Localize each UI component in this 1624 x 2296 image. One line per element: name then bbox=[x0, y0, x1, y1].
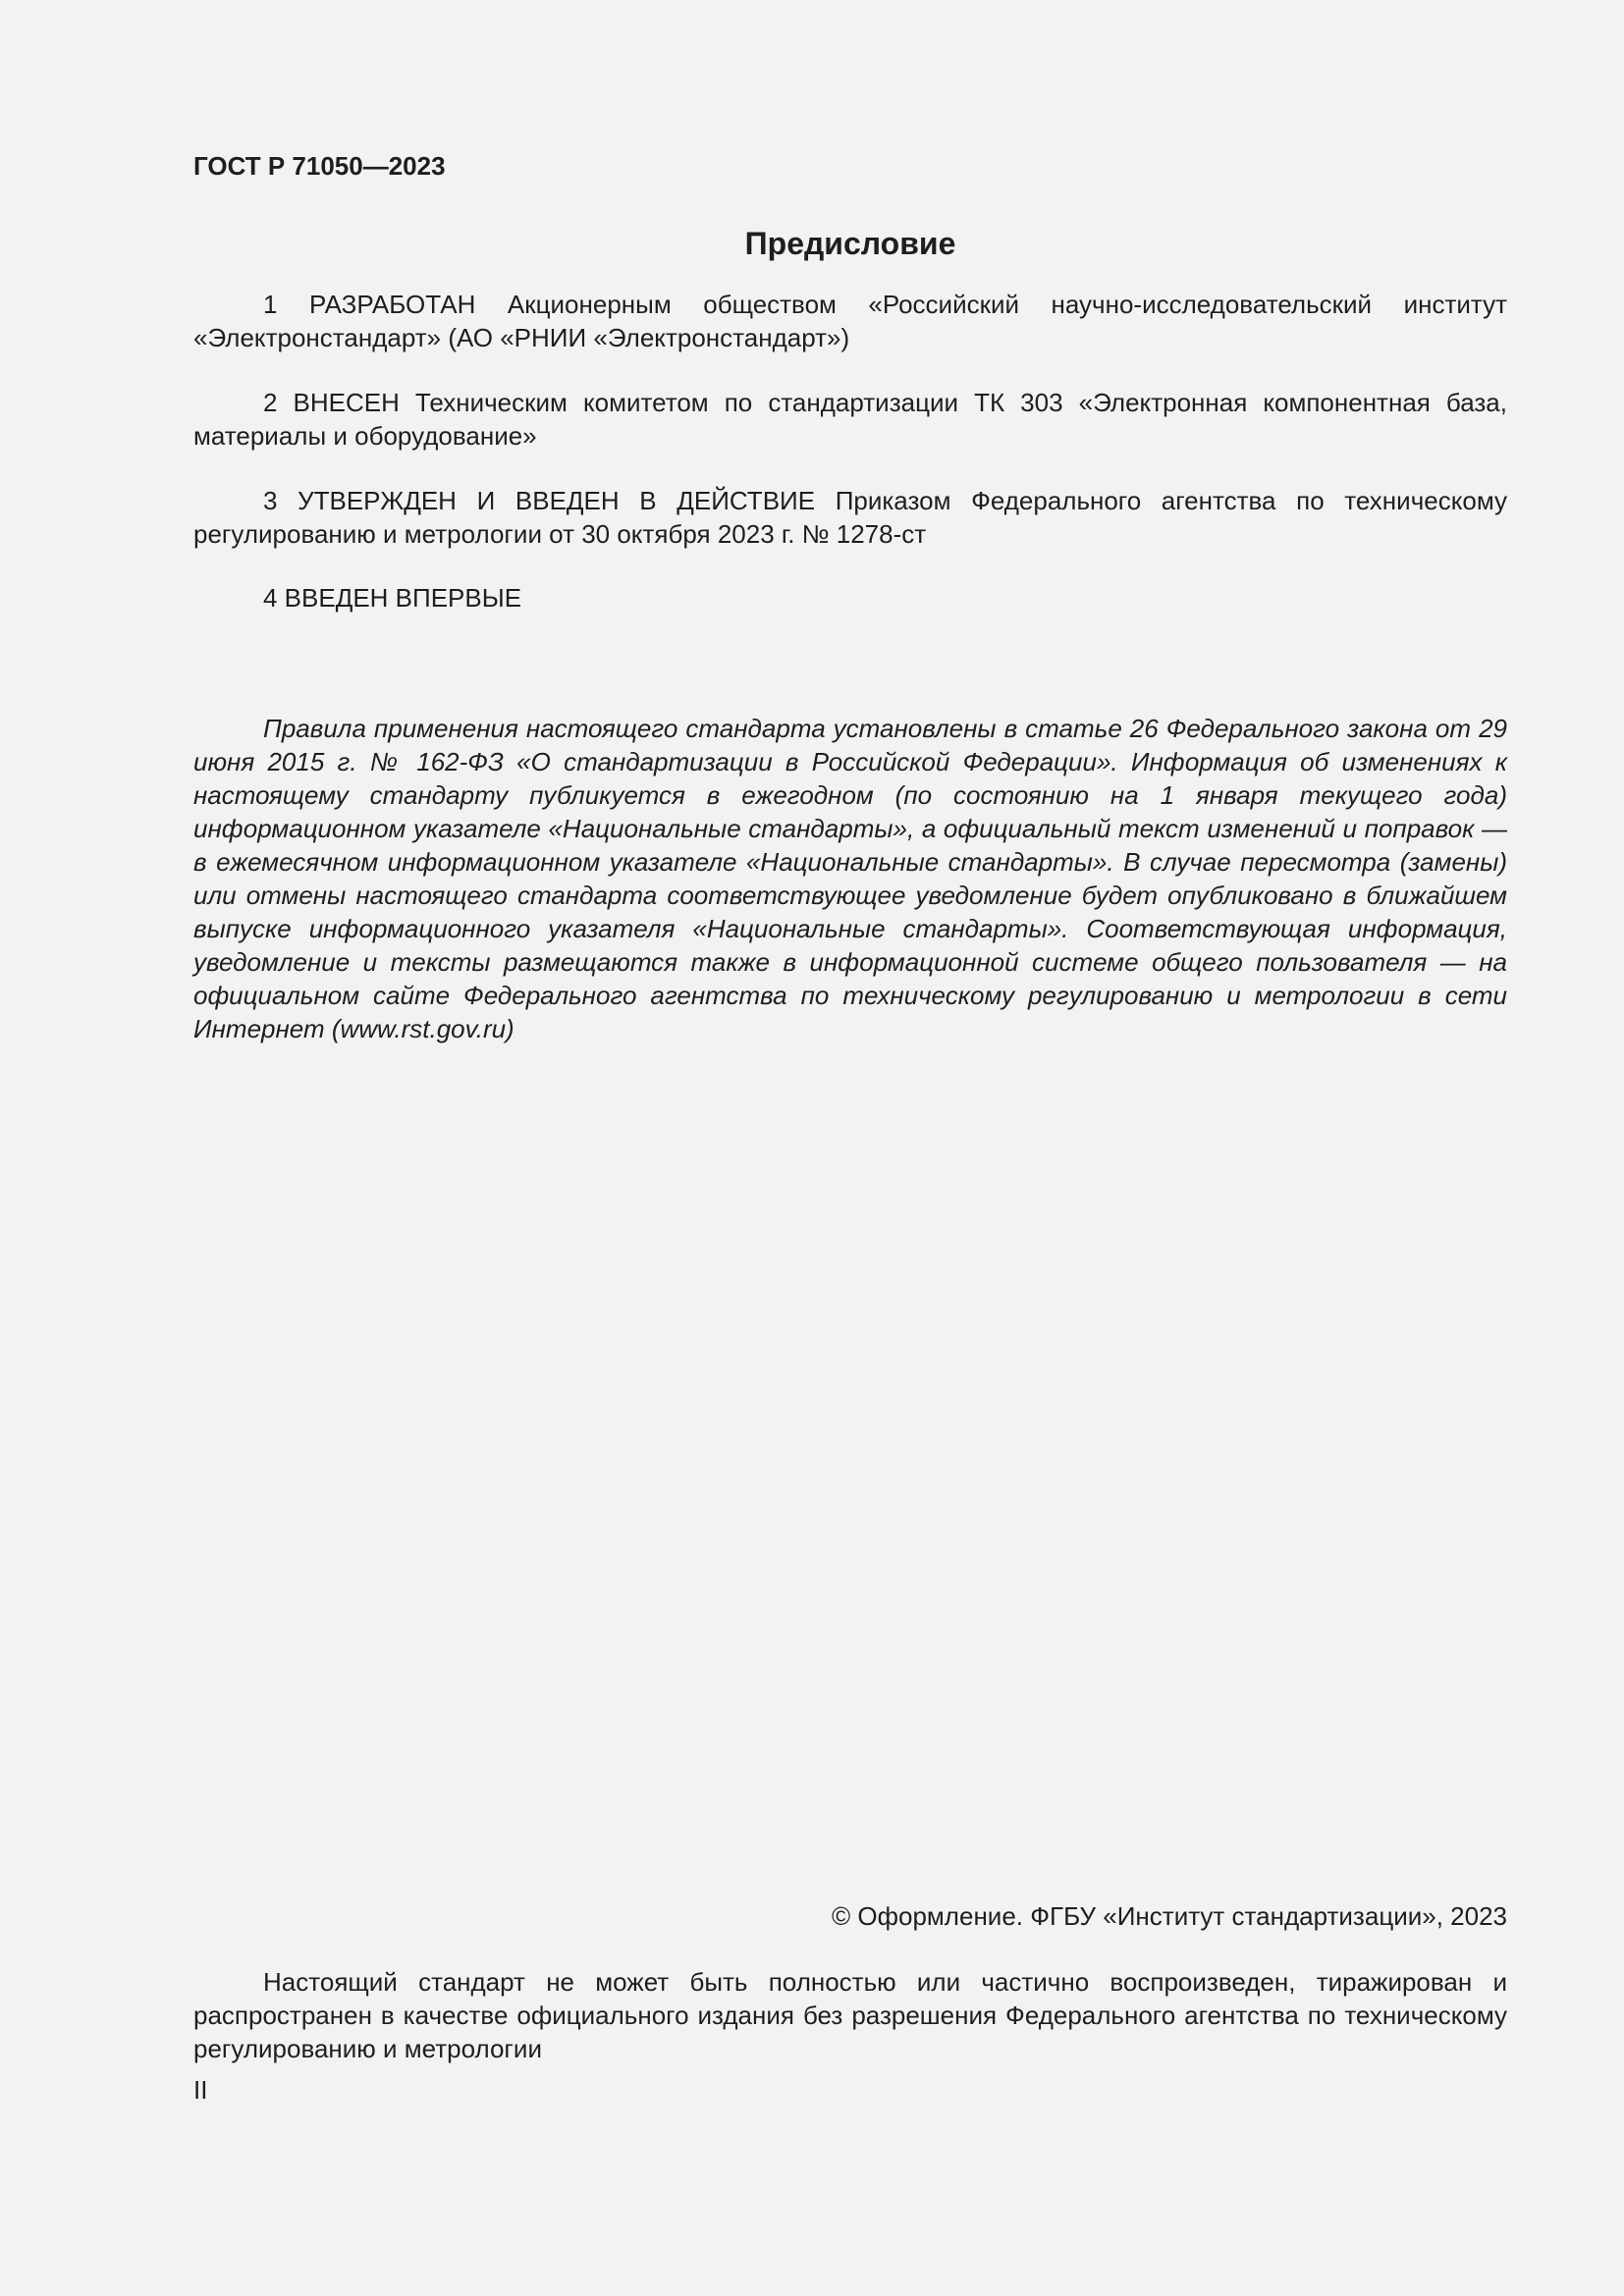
page-title: Предисловие bbox=[744, 226, 956, 261]
application-rules-paragraph: Правила применения настоящего стандарта установлены в статье 26 Федерального закона от 29 июня 2015 г. № 162-ФЗ «О стандартизации в Российской Федерации». Информация об изменениях к настоящему стандарту публикуется в ежегодном (по состоянию на 1 января текущего года) информационном указателе «Национальные стандарты», а официальный текст изменений и поправок — в ежемесячном информационном указателе «Национальные стандарты». В случае пересмотра (замены) или отмены настоящего стандарта соответствующее уведомление будет опубликовано в ближайшем выпуске информационного указателя «Национальные стандарты». Соответствующая информация, уведомление и тексты размещаются также в информационной системе общего пользователя — на официальном сайте Федерального агентства по техническому регулированию и метрологии в сети Интернет (www.rst.gov.ru) bbox=[193, 714, 1507, 1043]
foreword-item-submitted: 2 ВНЕСЕН Техническим комитетом по стандартизации ТК 303 «Электронная компонентная база, материалы и оборудование» bbox=[193, 388, 1507, 451]
foreword-item-approved: 3 УТВЕРЖДЕН И ВВЕДЕН В ДЕЙСТВИЕ Приказом Федерального агентства по техническому регулированию и метрологии от 30 октября 2023 г. № 1278-ст bbox=[193, 486, 1507, 549]
foreword-item-developed: 1 РАЗРАБОТАН Акционерным обществом «Российский научно-исследовательский институт «Электронстандарт» (АО «РНИИ «Электронстандарт») bbox=[193, 290, 1507, 352]
document-code: ГОСТ Р 71050—2023 bbox=[193, 151, 446, 181]
reproduction-notice: Настоящий стандарт не может быть полностью или частично воспроизведен, тиражирован и распространен в качестве официального издания без разрешения Федерального агентства по техническому регулированию и метрологии bbox=[193, 1967, 1507, 2063]
page-number: II bbox=[193, 2075, 208, 2105]
copyright-line: © Оформление. ФГБУ «Институт стандартизации», 2023 bbox=[832, 1901, 1507, 1931]
foreword-item-introduced: 4 ВВЕДЕН ВПЕРВЫЕ bbox=[263, 583, 522, 613]
